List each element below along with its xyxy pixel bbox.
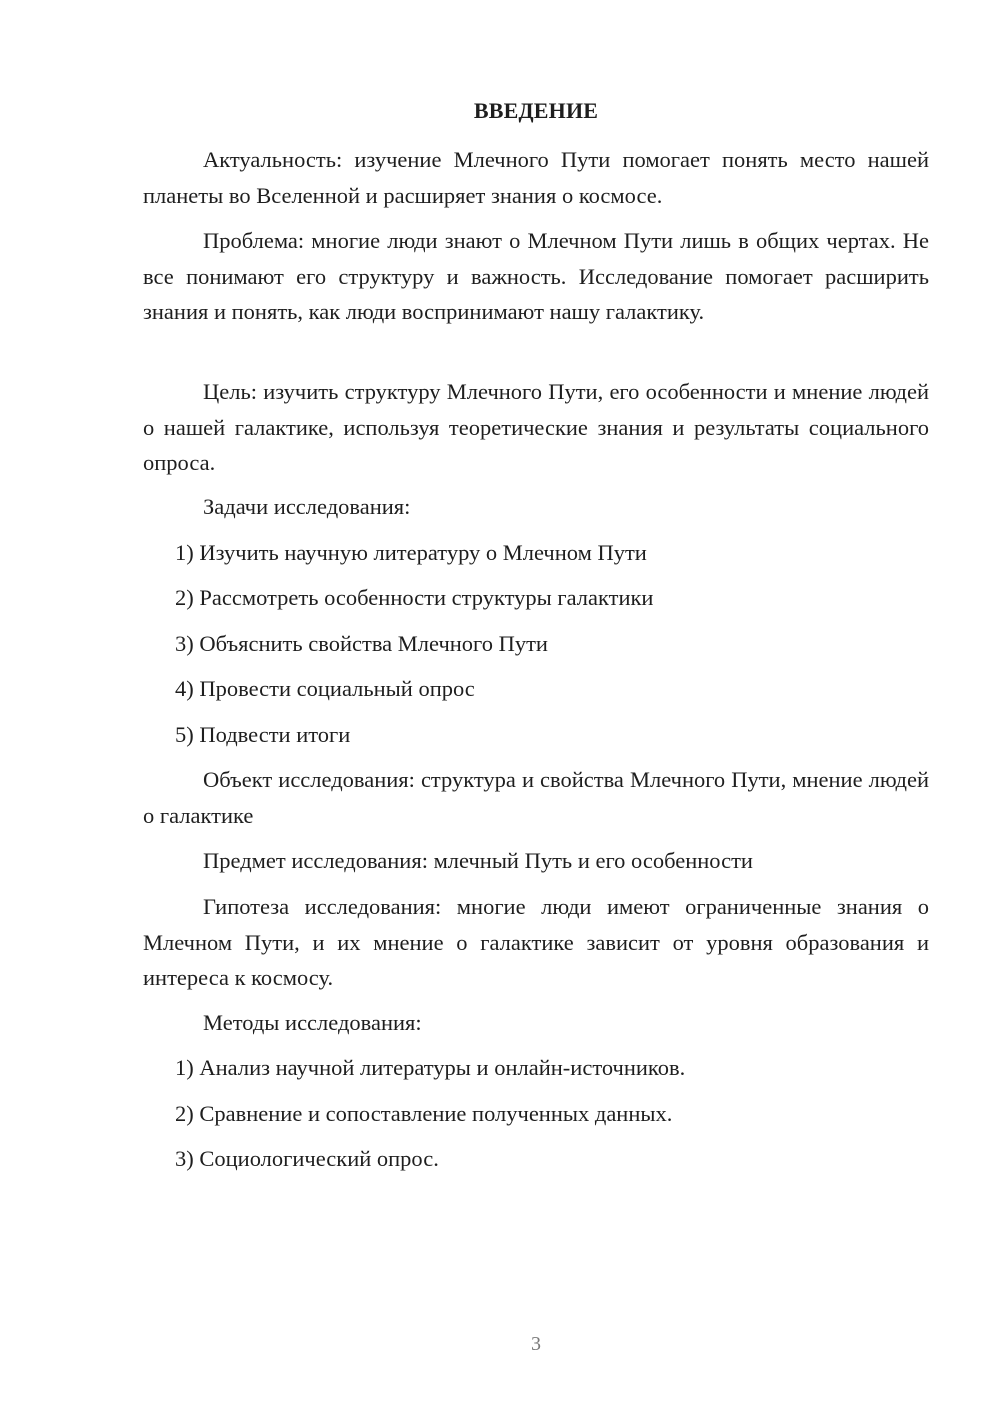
goal-paragraph: Цель: изучить структуру Млечного Пути, его особенности и мнение людей о нашей галактике, используя теоретические знания и результаты социального опроса. [143,379,929,475]
task-item: 2) Рассмотреть особенности структуры галактики [175,585,654,610]
task-item: 1) Изучить научную литературу о Млечном Пути [175,540,647,565]
task-item-5-block [143,717,929,753]
task-item-4-block [143,671,929,707]
method-item: 3) Социологический опрос. [175,1146,439,1171]
subject-block [143,843,929,879]
method-item-1-block [143,1050,929,1086]
methods-title: Методы исследования: [203,1010,422,1035]
object-paragraph: Объект исследования: структура и свойства Млечного Пути, мнение людей о галактике [143,767,929,828]
relevance-paragraph: Актуальность: изучение Млечного Пути помогает понять место нашей планеты во Вселенной и расширяет знания о космосе. [143,147,929,208]
method-item-2-block [143,1096,929,1132]
hypothesis-paragraph: Гипотеза исследования: многие люди имеют ограниченные знания о Млечном Пути, и их мнение о галактике зависит от уровня образования и интереса к космосу. [143,894,929,990]
task-item: 5) Подвести итоги [175,722,351,747]
object-block [143,762,929,833]
subject-paragraph: Предмет исследования: млечный Путь и его особенности [203,848,753,873]
task-item-3-block [143,626,929,662]
method-item: 1) Анализ научной литературы и онлайн-источников. [175,1055,686,1080]
intro-body [143,142,929,213]
task-item: 3) Объяснить свойства Млечного Пути [175,631,548,656]
method-item-3-block [143,1141,929,1177]
goal-block [143,374,929,481]
tasks-title: Задачи исследования: [203,494,411,519]
task-item-1-block [143,535,929,571]
hypothesis-block [143,889,929,996]
methods-title-block [143,1005,929,1041]
section-heading: ВВЕДЕНИЕ [473,98,599,123]
tasks-title-block [143,489,929,525]
problem-paragraph: Проблема: многие люди знают о Млечном Пути лишь в общих чертах. Не все понимают его структуру и важность. Исследование помогает расширить знания и понять, как люди воспринимают нашу галактику. [143,228,929,324]
method-item: 2) Сравнение и сопоставление полученных данных. [175,1101,673,1126]
task-item-2-block [143,580,929,616]
problem-block [143,223,929,330]
task-item: 4) Провести социальный опрос [175,676,475,701]
page-number: 3 [531,1333,541,1355]
